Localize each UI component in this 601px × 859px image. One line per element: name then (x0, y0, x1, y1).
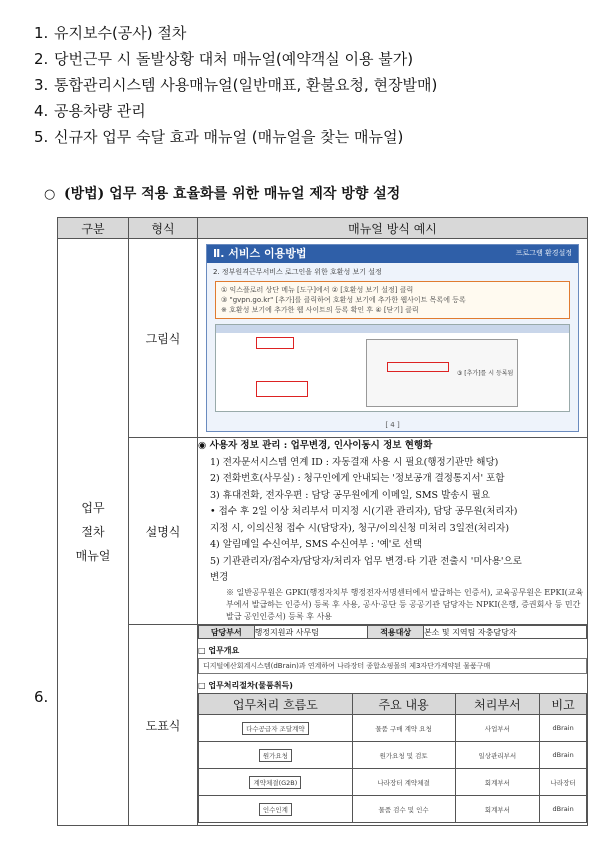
service-manual-image (206, 244, 579, 432)
manual-list (34, 20, 594, 150)
list-item: 1. 유지보수(공사) 절차 (34, 24, 187, 42)
highlight-box (387, 362, 449, 372)
manual-format-table (57, 217, 588, 826)
page-number: [ 4 ] (385, 421, 400, 429)
table-row: 계약체결(G2B) 나라장터 계약체결 회계부서 나라장터 (199, 769, 587, 796)
browser-toolbar (216, 325, 569, 333)
list-item: 2. 당번근무 시 돌발상황 대처 매뉴얼(예약객실 이용 불가) (34, 50, 414, 68)
format-description: 설명식 (129, 438, 198, 625)
category-cell: 업무 절차 매뉴얼 (58, 239, 129, 826)
overview-text: 디지털예산회계시스템(dBrain)과 연계하여 나라장터 종합쇼핑몰의 제3자단가계약된 물품구매 (198, 658, 587, 674)
browser-screenshot (215, 324, 570, 412)
service-subtitle: 2. 정부원격근무서비스 로그인을 위한 호환성 보기 설정 (213, 268, 382, 276)
service-steps: ① 익스플로러 상단 메뉴 [도구]에서 ② [호환성 보기 설정] 클릭 ③ "gvpn.go.kr" [추가]를 클릭하여 호환성 보기에 추가한 웹사이트 목록에 등록 ※ 호환성 보기에 추가한 웹 사이트의 등록 확인 후 ④ [닫기] 클릭 (215, 281, 570, 319)
method-heading: ○ (방법) 업무 적용 효율화를 위한 매뉴얼 제작 방향 설정 (44, 186, 401, 202)
table-row: 원가요청 원가요청 및 검토 일상관리부서 dBrain (199, 742, 587, 769)
process-title: □ 업무처리절차(물품취득) (198, 681, 293, 690)
desc-note: ※ 일반공무원은 GPKI(행정자치부 행정전자서명센터에서 발급하는 인증서), 교육공무원은 EPKI(교육부에서 발급하는 인증서) 등록 후 사용, 공사·공단 등 공공기관 담당자는 NPKI(은행, 증권회사 등 민간발급 공인인증서) 등록 후 사용 (226, 587, 584, 621)
service-tag: 프로그램 환경설정 (515, 249, 572, 257)
list-item: 3. 통합관리시스템 사용매뉴얼(일반매표, 환불요청, 현장발매) (34, 76, 438, 94)
dept-table: 담당부서 행정지원과 사무팀 적용대상 본소 및 지역팀 자충담당자 (198, 625, 587, 639)
highlight-box (256, 337, 294, 349)
format-picture: 그림식 (129, 239, 198, 438)
header-format: 형식 (129, 218, 198, 239)
list-item: 4. 공용차량 관리 (34, 102, 146, 120)
process-table: 업무처리 흐름도 주요 내용 처리부서 비고 다수공급자 조달계약 물품 구매 계약 요청 사업부서 dBrain 원가요청 원가요청 및 검토 일상관리부서 dBrain 계약체결(G2B) 나라장터 계약체결 회계부서 나라장터 인수인계 물품 검수 및 인수 회계부서 dBrain (198, 693, 587, 823)
overview-title: □ 업무개요 (198, 646, 240, 655)
desc-heading: ◉ 사용자 정보 관리 : 업무변경, 인사이동시 정보 현행화 (198, 440, 433, 451)
compat-dialog (366, 339, 518, 407)
callout-text: ③ [추가]를 시 등록됨 (457, 370, 514, 377)
example-picture-cell (198, 239, 588, 438)
service-title: Ⅱ. 서비스 이용방법 (207, 245, 578, 263)
example-description-cell: ◉ 사용자 정보 관리 : 업무변경, 인사이동시 정보 현행화 1) 전자문서시스템 연계 ID : 자동결재 사용 시 필요(행정기관만 해당) 2) 전화번호(사무실) : 청구인에게 안내되는 '정보공개 결정통지서' 포함 3) 휴대전화, 전자우편 : 담당 공무원에게 이메일, SMS 발송시 필요 • 접수 후 2일 이상 처리부서 미지정 시(기관 관리자), 담당 공무원(처리자) 지정 시, 이의신청 접수 시(담당자), 청구/이의신청 미처리 3일전(처리자) 4) 알림메일 수신여부, SMS 수신여부 : '예'로 선택 5) 기관관리자/접수자/담당자/처리자 업무 변경·타 기관 전출시 '미사용'으로 변경 ※ 일반공무원은 GPKI(행정자치부 행정전자서명센터에서 발급하는 인증서), 교육공무원은 EPKI(교육부에서 발급하는 인증서) 등록 후 사용, 공사·공단 등 공공기관 담당자는 NPKI(은행, 증권회사 등 민간발급 공인인증서) 등록 후 사용 (198, 438, 588, 625)
format-table: 도표식 (129, 625, 198, 826)
table-row: 인수인계 물품 검수 및 인수 회계부서 dBrain (199, 796, 587, 823)
bullet-icon: ○ (44, 187, 56, 202)
section-number: 6. (34, 688, 49, 706)
header-example: 매뉴얼 방식 예시 (198, 218, 588, 239)
table-row: 다수공급자 조달계약 물품 구매 계약 요청 사업부서 dBrain (199, 715, 587, 742)
example-table-cell (198, 625, 588, 826)
highlight-box (256, 381, 308, 397)
list-item: 5. 신규자 업무 숙달 효과 매뉴얼 (매뉴얼을 찾는 매뉴얼) (34, 128, 404, 146)
header-category: 구분 (58, 218, 129, 239)
